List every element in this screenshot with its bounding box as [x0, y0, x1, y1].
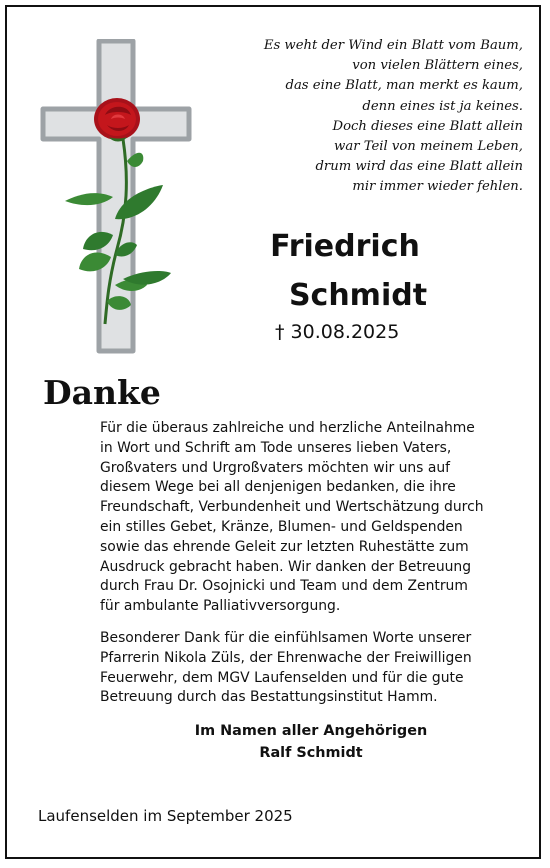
paragraph-line: Ausdruck gebracht haben. Wir danken der Betreuung [100, 558, 472, 575]
paragraph-line: in Wort und Schrift am Tode unseres lieben Vaters, [100, 439, 452, 456]
poem-line: von vielen Blättern eines, [352, 58, 523, 74]
poem-line: drum wird das eine Blatt allein [315, 159, 523, 175]
paragraph-line: sowie das ehrende Geleit zur letzten Ruhestätte zum [100, 538, 469, 555]
poem-line: war Teil von meinem Leben, [334, 139, 523, 155]
poem-line: denn eines ist ja keines. [362, 98, 523, 114]
paragraph-line: Großvaters und Urgroßvaters möchten wir uns auf [100, 459, 451, 476]
death-date: † 30.08.2025 [275, 321, 400, 343]
paragraph-line: durch Frau Dr. Osojnicki und Team und dem Zentrum [100, 578, 468, 595]
paragraph-line: ein stilles Gebet, Kränze, Blumen- und Geldspenden [100, 518, 463, 535]
poem-line: Doch dieses eine Blatt allein [332, 118, 523, 134]
deceased-first-name: Friedrich [270, 229, 420, 264]
deceased-last-name: Schmidt [288, 278, 428, 313]
thanks-paragraph-2 [100, 629, 540, 708]
cross-with-rose-icon [39, 39, 199, 359]
poem [213, 36, 523, 198]
paragraph-line: Pfarrerin Nikola Züls, der Ehrenwache der Freiwilligen [100, 649, 472, 666]
paragraph-line: für ambulante Palliativversorgung. [100, 598, 341, 615]
paragraph-line: Feuerwehr, dem MGV Laufenselden und für die gute [100, 669, 464, 686]
poem-line: mir immer wieder fehlen. [352, 179, 523, 195]
obituary-card [5, 5, 541, 859]
paragraph-line: Freundschaft, Verbundenheit und Wertschätzung durch [100, 499, 484, 516]
poem-line: das eine Blatt, man merkt es kaum, [285, 78, 523, 94]
thanks-paragraph-1 [100, 419, 540, 617]
paragraph-line: Für die überaus zahlreiche und herzliche Anteilnahme [100, 420, 475, 436]
signature-line-1: Im Namen aller Angehörigen [194, 723, 428, 739]
place-and-date: Laufenselden im September 2025 [38, 807, 293, 825]
paragraph-line: diesem Wege bei all denjenigen bedanken, die ihre [100, 479, 456, 496]
poem-line: Es weht der Wind ein Blatt vom Baum, [263, 38, 523, 53]
heading-danke: Danke [43, 373, 161, 412]
paragraph-line: Besonderer Dank für die einfühlsamen Worte unserer [100, 630, 472, 646]
signature-line-2: Ralf Schmidt [259, 745, 363, 761]
paragraph-line: Betreuung durch das Bestattungsinstitut Hamm. [100, 689, 438, 706]
